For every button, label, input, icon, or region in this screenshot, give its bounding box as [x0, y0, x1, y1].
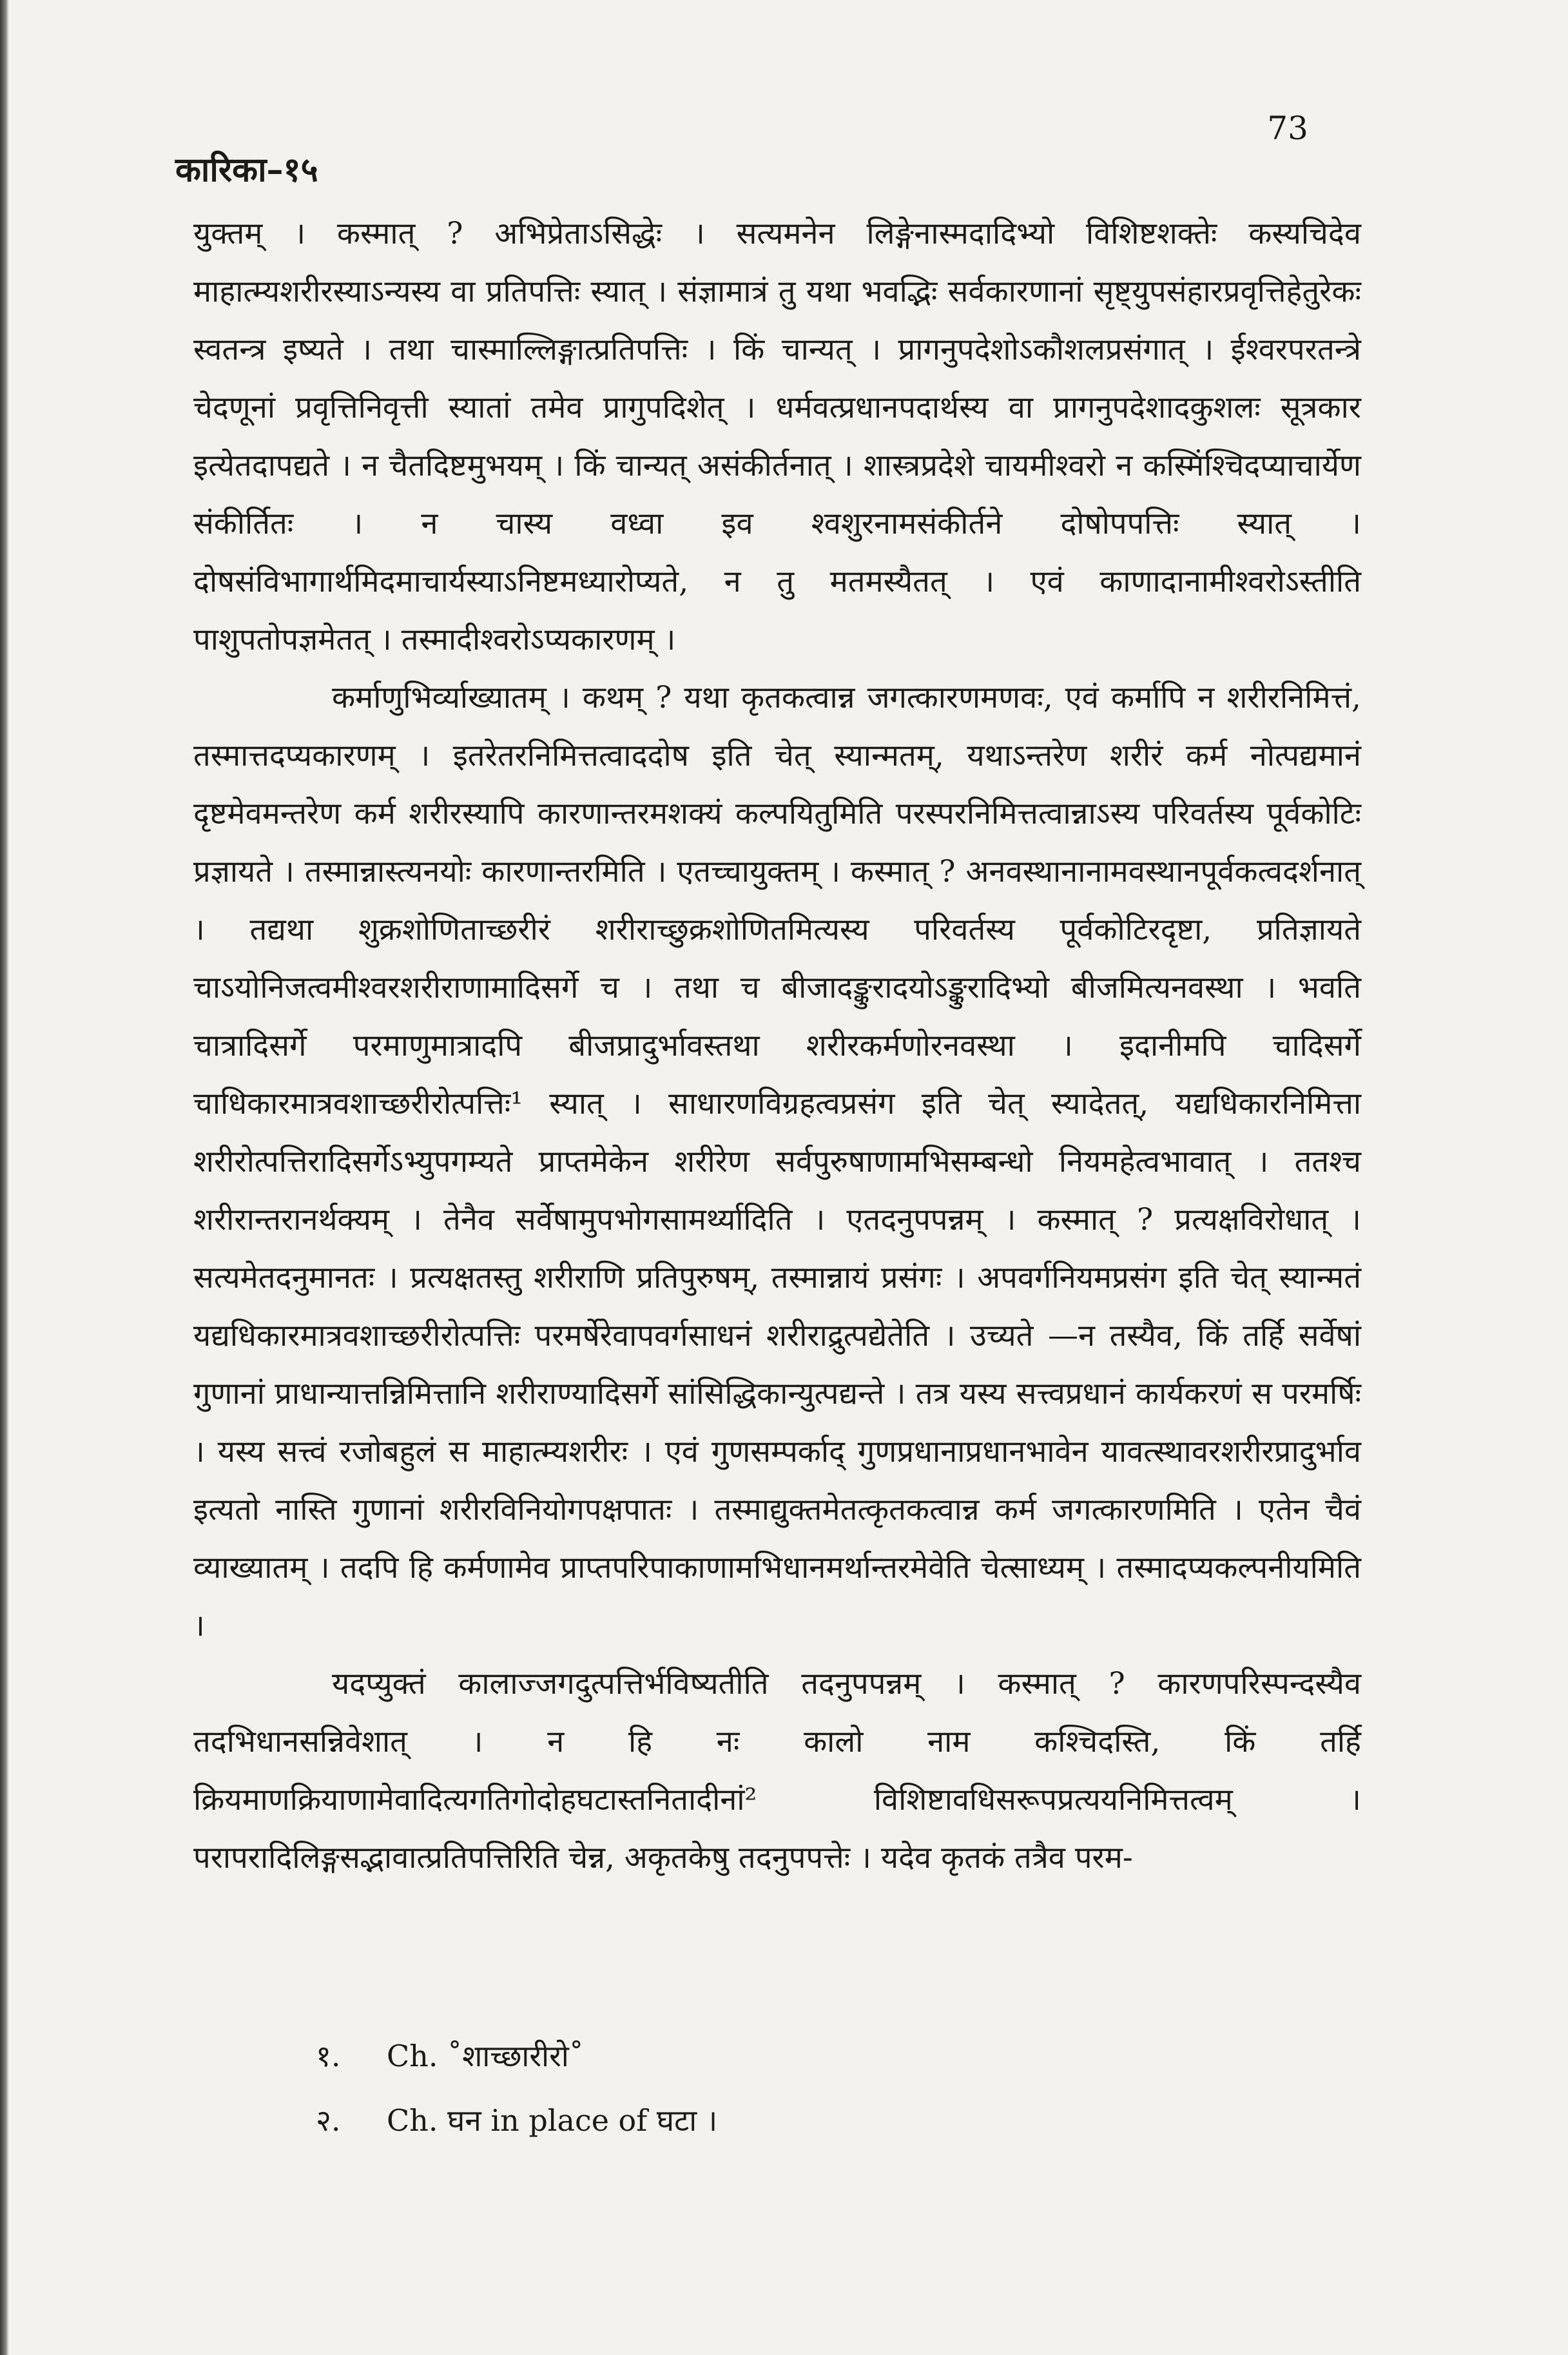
- footnote-marker: १.: [316, 2039, 341, 2073]
- paragraph-3: यदप्युक्तं कालाज्जगदुत्पत्तिर्भविष्यतीति तदनुपपन्नम् । कस्मात् ? कारणपरिस्पन्दस्यैव तदभिधानसन्निवेशात् । न हि नः कालो नाम कश्चिदस्ति, किं तर्हि क्रियमाणक्रियाणामेवादित्यगतिगोदोहघटास्तनितादीनां² विशिष्टावधिसरूपप्रत्ययनिमित्तत्वम् । परापरादिलिङ्गसद्भावात्प्रतिपत्तिरिति चेन्न, अकृतकेषु तदनुपपत्तेः । यदेव कृतकं तत्रैव परम-: [193, 1666, 1361, 1875]
- footnote-text: Ch. ˚शाच्छारीरो˚: [387, 2039, 584, 2073]
- footnote-marker: २.: [316, 2103, 341, 2138]
- running-title: कारिका–१५: [175, 150, 318, 189]
- footnote-2: [316, 2088, 1282, 2153]
- page-spine-shadow: [0, 0, 9, 2355]
- paragraph-2: कर्माणुभिर्व्याख्यातम् । कथम् ? यथा कृतकत्वान्न जगत्कारणमणवः, एवं कर्मापि न शरीरनिमित्तं, तस्मात्तदप्यकारणम् । इतरेतरनिमित्तत्वाददोष इति चेत् स्यान्मतम्, यथाऽन्तरेण शरीरं कर्म नोत्पद्यमानं दृष्टमेवमन्तरेण कर्म शरीरस्यापि कारणान्तरमशक्यं कल्पयितुमिति परस्परनिमित्तत्वान्नाऽस्य परिवर्तस्य पूर्वकोटिः प्रज्ञायते । तस्मान्नास्त्यनयोः कारणान्तरमिति । एतच्चायुक्तम् । कस्मात् ? अनवस्थानानामवस्थानपूर्वकत्वदर्शनात् । तद्यथा शुक्रशोणिताच्छरीरं शरीराच्छुक्रशोणितमित्यस्य परिवर्तस्य पूर्वकोटिरदृष्टा, प्रतिज्ञायते चाऽयोनिजत्वमीश्वरशरीराणामादिसर्गे च । तथा च बीजादङ्कुरादयोऽङ्कुरादिभ्यो बीजमित्यनवस्था । भवति चात्रादिसर्गे परमाणुमात्रादपि बीजप्रादुर्भावस्तथा शरीरकर्मणोरनवस्था । इदानीमपि चादिसर्गे चाधिकारमात्रवशाच्छरीरोत्पत्तिः¹ स्यात् । साधारणविग्रहत्वप्रसंग इति चेत् स्यादेतत्, यद्यधिकारनिमित्ता शरीरोत्पत्तिरादिसर्गेऽभ्युपगम्यते प्राप्तमेकेन शरीरेण सर्वपुरुषाणामभिसम्बन्धो नियमहेत्वभावात् । ततश्च शरीरान्तरानर्थक्यम् । तेनैव सर्वेषामुपभोगसामर्थ्यादिति । एतदनुपपन्नम् । कस्मात् ? प्रत्यक्षविरोधात् । सत्यमेतदनुमानतः । प्रत्यक्षतस्तु शरीराणि प्रतिपुरुषम्, तस्मान्नायं प्रसंगः । अपवर्गनियमप्रसंग इति चेत् स्यान्मतं यद्यधिकारमात्रवशाच्छरीरोत्पत्तिः परमर्षेरेवापवर्गसाधनं शरीराद्रुत्पद्येतेति । उच्यते —न तस्यैव, किं तर्हि सर्वेषां गुणानां प्राधान्यात्तन्निमित्तानि शरीराण्यादिसर्गे सांसिद्धिकान्युत्पद्यन्ते । तत्र यस्य सत्त्वप्रधानं कार्यकरणं स परमर्षिः । यस्य सत्त्वं रजोबहुलं स माहात्म्यशरीरः । एवं गुणसम्पर्काद् गुणप्रधानाप्रधानभावेन यावत्स्थावरशरीरप्रादुर्भाव इत्यतो नास्ति गुणानां शरीरविनियोगपक्षपातः । तस्माद्युक्तमेतत्कृतकत्वान्न कर्म जगत्कारणमिति । एतेन चैवं व्याख्यातम् । तदपि हि कर्मणामेव प्राप्तपरिपाकाणामभिधानमर्थान्तरमेवेति चेत्साध्यम् । तस्मादप्यकल्पनीयमिति ।: [193, 680, 1361, 1643]
- body-text: [193, 205, 1361, 1887]
- footnote-text: Ch. घन in place of घटा ।: [387, 2103, 718, 2138]
- footnotes: [316, 2024, 1282, 2153]
- page-number: 73: [1267, 110, 1308, 147]
- paragraph-1: युक्तम् । कस्मात् ? अभिप्रेताऽसिद्धेः । सत्यमनेन लिङ्गेनास्मदादिभ्यो विशिष्टशक्तेः कस्यचिदेव माहात्म्यशरीरस्याऽन्यस्य वा प्रतिपत्तिः स्यात् । संज्ञामात्रं तु यथा भवद्भिः सर्वकारणानां सृष्ट्युपसंहारप्रवृत्तिहेतुरेकः स्वतन्त्र इष्यते । तथा चास्माल्लिङ्गात्प्रतिपत्तिः । किं चान्यत् । प्रागनुपदेशोऽकौशलप्रसंगात् । ईश्वरपरतन्त्रे चेदणूनां प्रवृत्तिनिवृत्ती स्यातां तमेव प्रागुपदिशेत् । धर्मवत्प्रधानपदार्थस्य वा प्रागनुपदेशादकुशलः सूत्रकार इत्येतदापद्यते । न चैतदिष्टमुभयम् । किं चान्यत् असंकीर्तनात् । शास्त्रप्रदेशे चायमीश्वरो न कस्मिंश्चिदप्याचार्येण संकीर्तितः । न चास्य वध्वा इव श्वशुरनामसंकीर्तने दोषोपपत्तिः स्यात् । दोषसंविभागार्थमिदमाचार्यस्याऽनिष्टमध्यारोप्यते, न तु मतमस्यैतत् । एवं काणादानामीश्वरोऽस्तीति पाशुपतोपज्ञमेतत् । तस्मादीश्वरोऽप्यकारणम् ।: [193, 216, 1361, 657]
- footnote-1: [316, 2024, 1282, 2088]
